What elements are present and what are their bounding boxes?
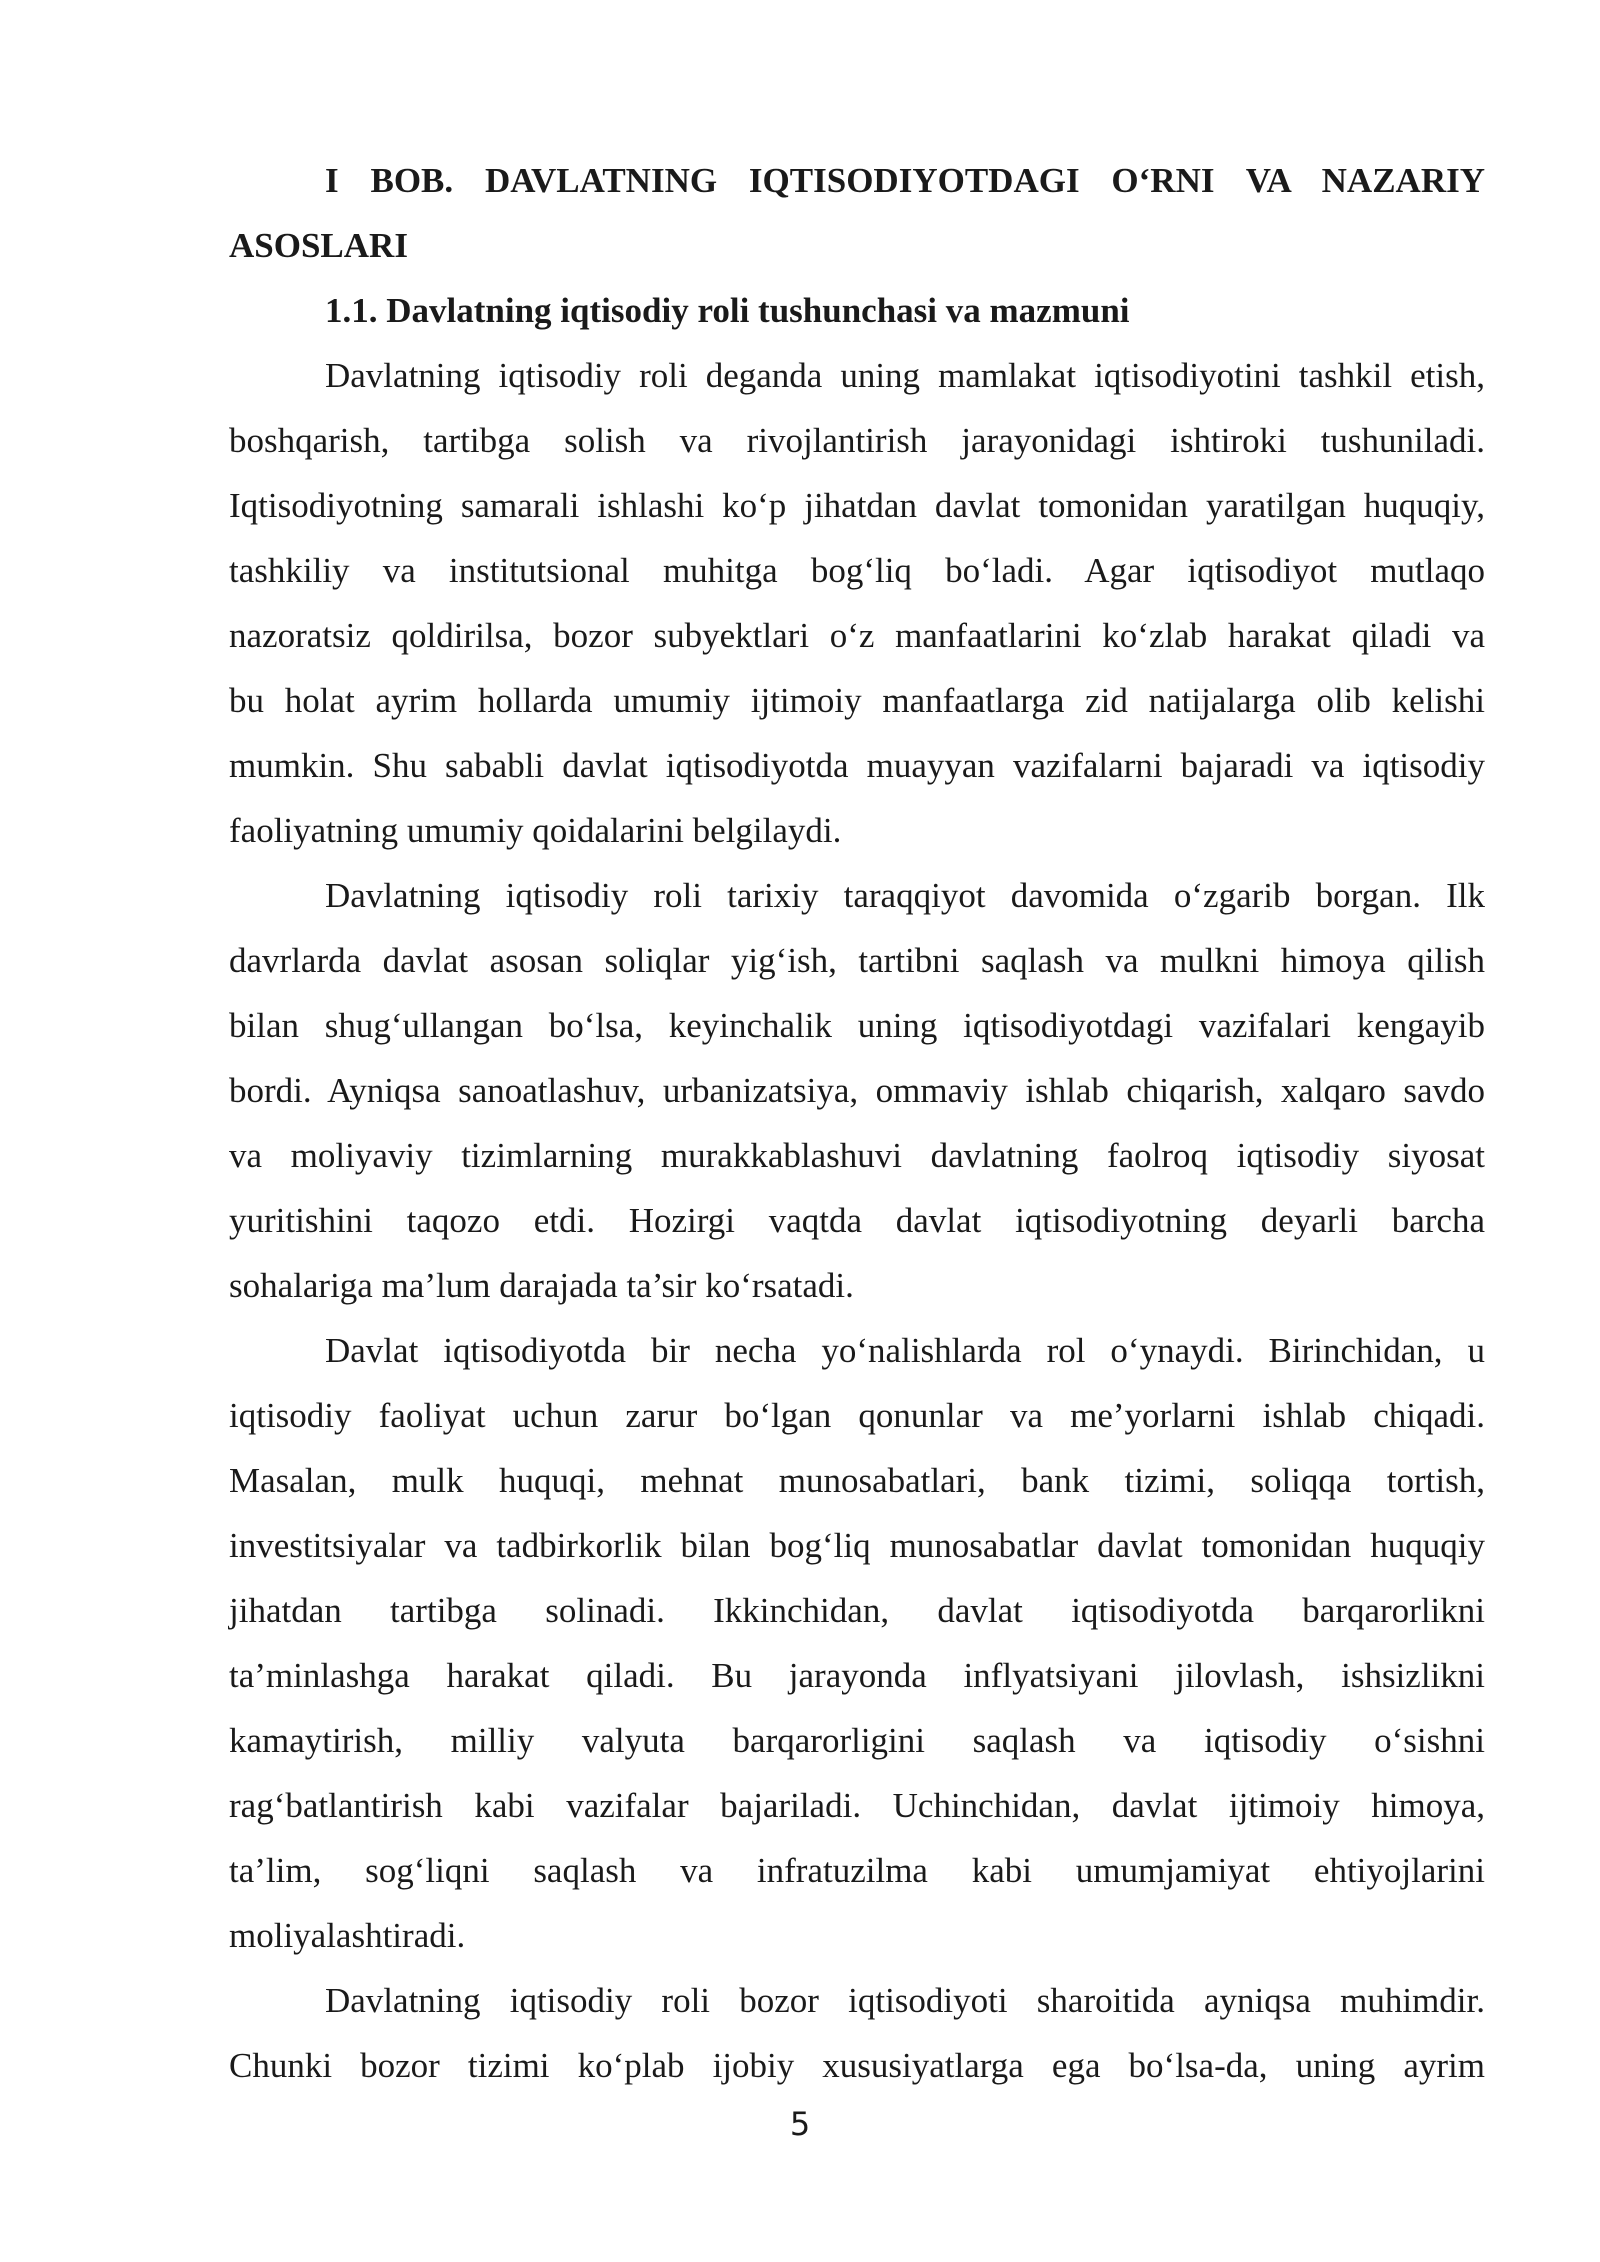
- text-line: Davlatning iqtisodiy roli tarixiy taraqqiyot davomida o‘zgarib borgan. Ilk: [325, 876, 1485, 915]
- text-line: ta’minlashga harakat qiladi. Bu jarayonda inflyatsiyani jilovlash, ishsizlikni: [229, 1656, 1485, 1695]
- paragraph-4: [229, 1968, 1485, 2098]
- text-line: nazoratsiz qoldirilsa, bozor subyektlari o‘z manfaatlarini ko‘zlab harakat qiladi va: [229, 616, 1485, 655]
- text-line: bilan shug‘ullangan bo‘lsa, keyinchalik uning iqtisodiyotdagi vazifalari kengayib: [229, 1006, 1485, 1045]
- text-line: Davlatning iqtisodiy roli deganda uning mamlakat iqtisodiyotini tashkil etish,: [325, 356, 1485, 395]
- text-line: yuritishini taqozo etdi. Hozirgi vaqtda davlat iqtisodiyotning deyarli barcha: [229, 1201, 1485, 1240]
- text-line: moliyalashtiradi.: [229, 1916, 466, 1955]
- text-line: boshqarish, tartibga solish va rivojlantirish jarayonidagi ishtiroki tushuniladi.: [229, 421, 1485, 460]
- page-number: 5: [789, 2105, 811, 2143]
- text-line: Davlatning iqtisodiy roli bozor iqtisodiyoti sharoitida ayniqsa muhimdir.: [325, 1981, 1485, 2020]
- text-line: Davlat iqtisodiyotda bir necha yo‘nalishlarda rol o‘ynaydi. Birinchidan, u: [325, 1331, 1485, 1370]
- text-line: davrlarda davlat asosan soliqlar yig‘ish, tartibni saqlash va mulkni himoya qilish: [229, 941, 1485, 980]
- text-line: mumkin. Shu sababli davlat iqtisodiyotda muayyan vazifalarni bajaradi va iqtisodiy: [229, 746, 1485, 785]
- text-line: investitsiyalar va tadbirkorlik bilan bog‘liq munosabatlar davlat tomonidan huquqiy: [229, 1526, 1485, 1565]
- text-line: bordi. Ayniqsa sanoatlashuv, urbanizatsiya, ommaviy ishlab chiqarish, xalqaro savdo: [229, 1071, 1485, 1110]
- text-line: iqtisodiy faoliyat uchun zarur bo‘lgan qonunlar va me’yorlarni ishlab chiqadi.: [229, 1396, 1485, 1435]
- text-line: ta’lim, sog‘liqni saqlash va infratuzilma kabi umumjamiyat ehtiyojlarini: [229, 1851, 1485, 1890]
- paragraph-2: [229, 863, 1485, 1318]
- document-page: [229, 148, 1485, 2098]
- text-line: kamaytirish, milliy valyuta barqarorligini saqlash va iqtisodiy o‘sishni: [229, 1721, 1485, 1760]
- text-line: Iqtisodiyotning samarali ishlashi ko‘p jihatdan davlat tomonidan yaratilgan huquqiy,: [229, 486, 1485, 525]
- text-line: sohalariga ma’lum darajada ta’sir ko‘rsatadi.: [229, 1266, 854, 1305]
- text-line: Masalan, mulk huquqi, mehnat munosabatlari, bank tizimi, soliqqa tortish,: [229, 1461, 1485, 1500]
- text-line: faoliyatning umumiy qoidalarini belgilaydi.: [229, 811, 842, 850]
- paragraph-3: [229, 1318, 1485, 1968]
- chapter-title-continued: ASOSLARI: [229, 226, 408, 265]
- text-line: Chunki bozor tizimi ko‘plab ijobiy xususiyatlarga ega bo‘lsa-da, uning ayrim: [229, 2046, 1485, 2085]
- text-line: va moliyaviy tizimlarning murakkablashuvi davlatning faolroq iqtisodiy siyosat: [229, 1136, 1485, 1175]
- text-line: jihatdan tartibga solinadi. Ikkinchidan, davlat iqtisodiyotda barqarorlikni: [229, 1591, 1485, 1630]
- text-line: tashkiliy va institutsional muhitga bog‘liq bo‘ladi. Agar iqtisodiyot mutlaqo: [229, 551, 1485, 590]
- section-title: 1.1. Davlatning iqtisodiy roli tushunchasi va mazmuni: [325, 291, 1130, 330]
- chapter-title: I BOB. DAVLATNING IQTISODIYOTDAGI O‘RNI VA NAZARIY: [325, 161, 1485, 200]
- text-line: rag‘batlantirish kabi vazifalar bajariladi. Uchinchidan, davlat ijtimoiy himoya,: [229, 1786, 1485, 1825]
- text-line: bu holat ayrim hollarda umumiy ijtimoiy manfaatlarga zid natijalarga olib kelishi: [229, 681, 1485, 720]
- paragraph-1: [229, 343, 1485, 863]
